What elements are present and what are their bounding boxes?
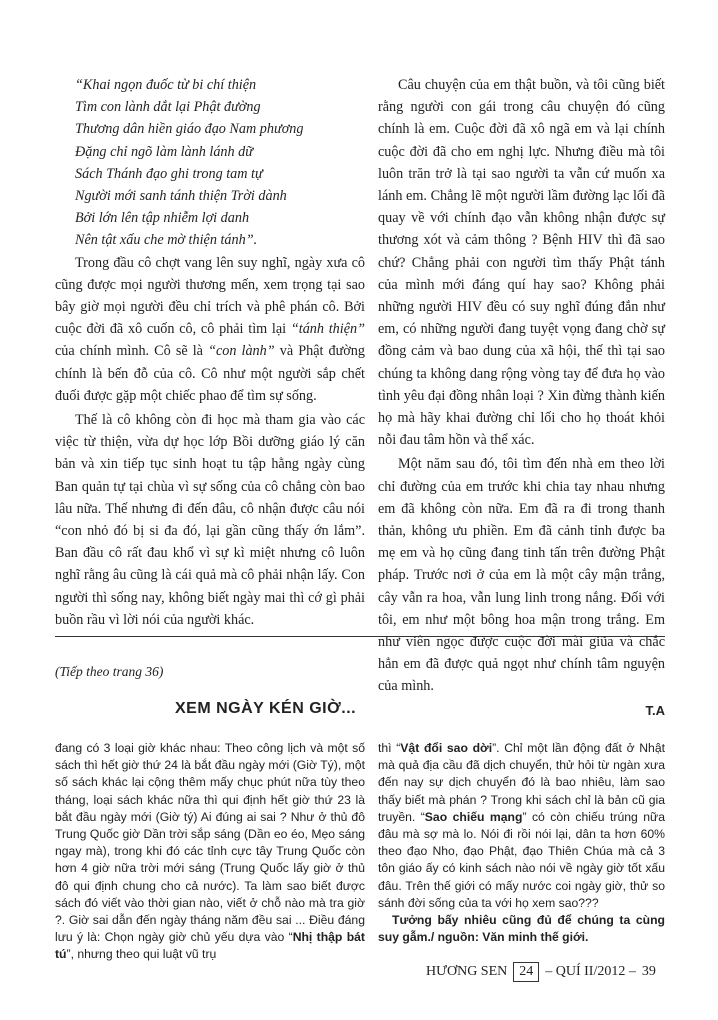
closing-line: Tưởng bấy nhiêu cũng đủ để chúng ta cùng suy gẫm./ nguồn: Văn minh thế giới. [378, 913, 665, 945]
article-right-column [378, 74, 665, 722]
issue-label: – QUÍ II/2012 – [545, 964, 636, 979]
bold-term: Vật đổi sao dời [400, 741, 493, 755]
text-run: thì “ [378, 741, 401, 755]
paragraph: Thế là cô không còn đi học mà tham gia vào các việc từ thiện, vừa dự học lớp Bồi dưỡng giáo lý căn bản và xin tiếp tục sinh hoạt tu tập hằng ngày cùng Ban quản tự tại chùa vì sự sống của cô chẳng còn bao lâu nữa. Thế nhưng đi đến đâu, cô nhận được câu nói “con nhỏ đó bị si đa đó, lại gần cũng thấy ớn lắm”. Ban đầu cô rất đau khổ vì sự kì miệt nhưng cô luôn nghĩ rằng âu cũng là cái quả mà cô phải nhận lấy. Con người thì sống nay, không biết ngày mai thì cớ gì phải buồn rầu vì lời nói của người khác. [55, 412, 365, 628]
text-run: ”, nhưng theo qui luật vũ trụ [66, 947, 217, 962]
page-number: 39 [641, 964, 656, 979]
text-run: của chính mình. Cô sẽ là [55, 343, 209, 360]
poem-line: Bởi lớn lên tập nhiễm lợi danh [75, 210, 250, 227]
bold-term: Sao chiếu mạng [424, 809, 523, 824]
poem-line: Sách Thánh đạo ghi trong tam tự [75, 165, 263, 182]
poem-line: Tìm con lành dắt lại Phật đường [75, 99, 261, 116]
continued-note: (Tiếp theo trang 36) [55, 664, 164, 679]
poem-line: “Khai ngọn đuốc từ bi chí thiện [75, 77, 257, 93]
page-box: 24 [513, 962, 539, 982]
section-title: XEM NGÀY KÉN GIỜ... [175, 700, 357, 717]
poem-line: Nên tật xấu che mờ thiện tánh”. [75, 232, 258, 249]
poem-line: Thương dân hiền giáo đạo Nam phương [75, 121, 304, 138]
paragraph [55, 252, 365, 407]
article2-left-column [55, 740, 365, 964]
poem-line: Đặng chỉ ngõ làm lành lánh dữ [75, 143, 253, 160]
paragraph: Câu chuyện của em thật buồn, và tôi cũng biết rằng người con gái trong câu chuyện đó cũng chính là em. Cuộc đời đã xô ngã em và lại chính cuộc đời đã cho em nghị lực. Nhưng điều mà tôi luôn trăn trở là tại sao người ta vẫn cứ muốn xa lánh em. Chẳng lẽ một người lầm đường lạc lối đã quay về với chính đạo vẫn không nhận được sự thương xót và cảm thông ? Bệnh HIV thì đã sao chứ? Chẳng phải con người tìm thấy Phật tánh của mình mới đáng quí hay sao? Không phải những người HIV đều có suy nghĩ đúng đắn như em, có những người đang tuyệt vọng đang chờ sự đồng cảm và bao dung của xã hội, thế thì tại sao chúng ta không dang rộng vòng tay để đưa họ vào tình yêu đại đồng nhân loại ? Xin đừng thành kiến họ mà hãy khai đường chỉ lối cho họ thoát khỏi nỗi đau tâm hồn và thể xác. [378, 77, 665, 449]
italic-quote: “con lành” [208, 343, 275, 360]
author-signature: T.A [645, 702, 665, 718]
text-run: và Phật đường chính là bến đỗ của cô. Cô như một người sắp chết đuối được gặp một chiếc phao để tìm sự sống. [55, 343, 365, 404]
poem-line: Người mới sanh tánh thiện Trời dành [75, 188, 287, 205]
article-left-column [55, 74, 365, 631]
text-run: Trong đầu cô chợt vang lên suy nghĩ, ngày xưa cô cũng được mọi người thương mến, xem trọng tại sao bây giờ mọi người đều chỉ trích và phê phán cô. Bởi cuộc đời đã xô cuốn cô, cô phải tìm lại [55, 254, 365, 338]
text-run: ” có còn chiếu trúng nữa đâu mà sợ mà lo. Nói đi rồi nói lại, dân ta hơn 60% theo đạo Nho, đạo Phật, đạo Thiên Chúa mà cả 3 tôn giáo ấy có kinh sách nào nói về ngày giờ tốt xấu đâu. Trên thế giới có mấy nước coi ngày giờ, thử so sánh đời sống của ta với họ xem sao??? [378, 809, 665, 910]
magazine-name: HƯƠNG SEN [426, 964, 508, 979]
paragraph: Một năm sau đó, tôi tìm đến nhà em theo lời chỉ đường của em trước khi chia tay nhau nhưng em đã không còn nữa. Em đã ra đi trong thanh thản, không ưu phiền. Em đã cảnh tỉnh được ba mẹ em và họ cũng đang tinh tấn trên đường Phật pháp. Trước nơi ở của em là một cây mận trắng, cây vẫn ra hoa, vẫn lung linh trong nắng. Đối với tôi, em như một bông hoa mận trong trắng. Em như viên ngọc được cuộc đời mài giũa và chắc hẳn em đã được quả ngọt như chính tâm nguyện của mình. [378, 456, 665, 695]
paragraph [378, 740, 665, 912]
poem [55, 74, 365, 252]
text-run: ”. Chỉ một lần động đất ở Nhật mà quả địa cầu đã dịch chuyển, thử hỏi từ ngàn xưa đến nay sự dịch chuyển đó là bao nhiêu, làm sao thấy biết mà phán ? Trong khi sách chỉ là bản cũ gia truyền. “ [378, 741, 665, 824]
section-divider [55, 636, 665, 637]
italic-quote: “tánh thiện” [290, 321, 365, 338]
page-footer [426, 962, 656, 982]
article2-right-column [378, 740, 665, 946]
bold-term: Nhị thập bát tú [55, 930, 365, 962]
text-run: đang có 3 loại giờ khác nhau: Theo công lịch và một số sách thì hết giờ thứ 24 là bắt đầu ngày mới (Giờ Tý), một số sách khác lại cộng thêm mấy chục phút nữa tùy theo tháng, loại sách khác nữa thì qui định hết giờ thứ 23 là bắt đầu ngày mới (Giờ tý) Ai đúng ai sai ? Như ở thủ đô Trung Quốc giờ Dần trời sắp sáng (Dần eo éo, Mẹo sáng ngay mà), trong khi đó các tỉnh cực tây Trung Quốc còn hơn 4 giờ nữa trời mới sáng (Trung Quốc lấy giờ ở thủ đô qui định chung cho cả nước). Ta làm sao biết được sách đó viết vào thời gian nào, viết ở chỗ nào mà tra giờ ?. Giờ sai dẫn đến ngày tháng năm đều sai ... Điều đáng lưu ý là: Chọn ngày giờ chủ yếu dựa vào “ [55, 741, 365, 945]
